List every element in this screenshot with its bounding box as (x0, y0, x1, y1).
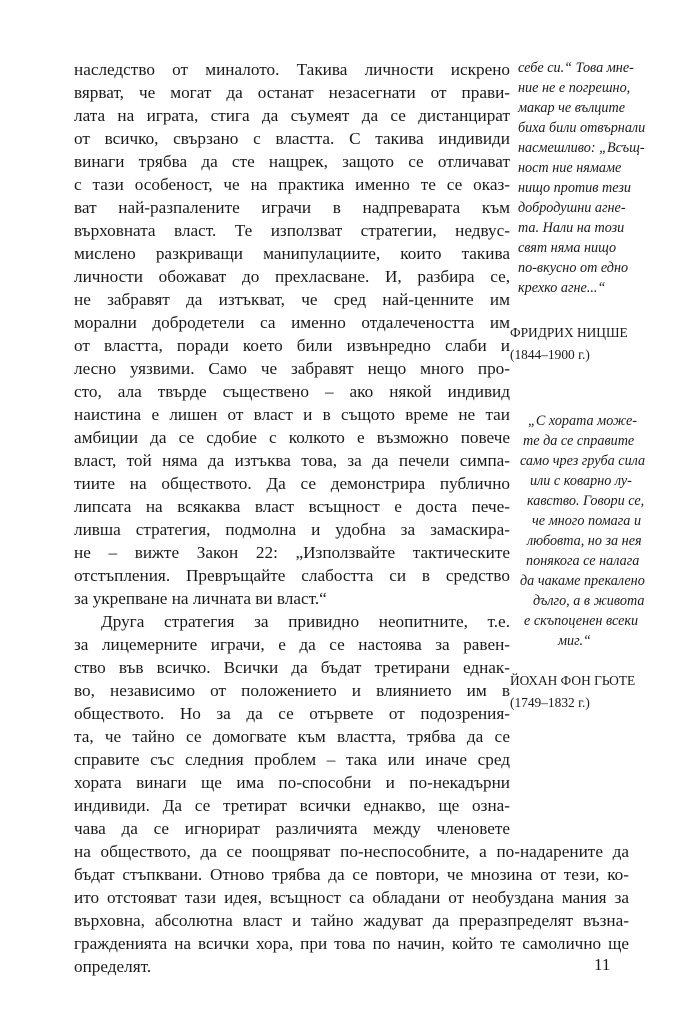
body-text-line: власт, той няма да изтъква това, за да печели симпа- (74, 451, 510, 470)
body-text-line: на обществото, да се поощряват по-неспособните, а по-надарените да (74, 842, 629, 861)
body-text-line: от всичко, свързано с властта. С такива индивиди (74, 129, 510, 148)
body-text-line: върховната власт. Те използват стратегии, недвус- (74, 221, 510, 240)
sidebar-quote-line: ност ние нямаме (518, 160, 622, 176)
body-text-line: ито отстояват тази идея, всъщност са обладани от необуздана мания за (74, 888, 629, 907)
body-text-line: морални добродетели са именно отдалечеността им (74, 313, 510, 332)
body-text-line: мислено разкриващи манипулациите, които такива (74, 244, 510, 263)
sidebar-quote-line: любовта, но за нея (527, 533, 642, 549)
body-text-line: от властта, поради което били извънредно слаби и (74, 336, 510, 355)
body-text-line: во, независимо от положението и влиянието им в (74, 681, 510, 700)
body-text-line: бъдат стъпквани. Отново трябва да се повтори, че мнозина от тези, ко- (74, 865, 629, 884)
sidebar-quote-line: нищо против тези (518, 180, 631, 196)
sidebar-quote-line: ние не е погрешно, (518, 80, 631, 96)
body-text-line: лата на играта, стига да съумеят да се дистанцират (74, 106, 510, 125)
body-text-line: наследство от миналото. Такива личности искрено (74, 60, 510, 79)
body-text-line: индивиди. Да се третират всички еднакво, ще озна- (74, 796, 510, 815)
body-text-line: определят. (74, 957, 152, 976)
body-text-line: лесно уязвими. Само че забравят нещо много про- (74, 359, 510, 378)
sidebar-quote-line: миг.“ (558, 633, 591, 649)
body-text-line: чава да се игнорират различията между членовете (74, 819, 510, 838)
quote-author-years: (1844–1900 г.) (510, 347, 590, 362)
body-text-line: хората винаги ще има по-способни и по-некадърни (74, 773, 510, 792)
body-text-line: ливша стратегия, подмолна и удобна за замаскира- (74, 520, 510, 539)
quote-author: ЙОХАН ФОН ГЬОТЕ (510, 673, 636, 688)
sidebar-quote-line: биха били отвърнали (518, 120, 646, 136)
sidebar-quote-line: та. Нали на този (518, 220, 625, 236)
body-text-line: личности обожават до прехласване. И, разбира се, (74, 267, 510, 286)
body-text-line: с тази особеност, че на практика именно те се оказ- (74, 175, 510, 194)
body-text-line: сто, ала твърде съществено – ако някой индивид (74, 382, 510, 401)
body-text-line: ват най-разпалените играчи в надпреварата към (74, 198, 510, 217)
sidebar-quote-line: понякога се налага (526, 553, 640, 569)
sidebar-quote-line: крехко агне...“ (518, 280, 606, 296)
body-text-line: не – вижте Закон 22: „Използвайте тактическите (74, 543, 510, 562)
sidebar-quote-line: те да се справите (523, 433, 635, 449)
body-text-line: липсата на всякаква власт всъщност е доста пече- (74, 497, 510, 516)
body-text-line: за лицемерните играчи, е да се настоява за равен- (74, 635, 510, 654)
quote-author: ФРИДРИХ НИЦШЕ (510, 325, 628, 340)
body-text-line: вярват, че могат да останат незасегнати от прави- (74, 83, 510, 102)
body-text-line: гражденията на всички хора, при това по начин, който те самолично ще (74, 934, 629, 953)
body-text-line: тиите на обществото. Да се демонстрира публично (74, 474, 510, 493)
page-number: 11 (594, 955, 611, 974)
body-text-line: върховна, абсолютна власт и тайно жадуват да преразпределят възна- (74, 911, 629, 930)
body-text-line: винаги трябва да сте нащрек, защото се отличават (74, 152, 510, 171)
sidebar-quote-line: дълго, а в живота (533, 593, 645, 609)
sidebar-quote-line: само чрез груба сила (520, 453, 646, 469)
sidebar-quote-line: „С хората може- (528, 413, 638, 429)
body-text-line: наистина е лишен от власт и в същото време не таи (74, 405, 510, 424)
sidebar-quote-line: кавство. Говори се, (527, 493, 645, 509)
sidebar-quote-line: себе си.“ Това мне- (518, 60, 634, 76)
body-text-line: за укрепване на личната ви власт.“ (74, 589, 327, 608)
body-text-line: не забравят да изтъкват, че сред най-ценните им (74, 290, 510, 309)
sidebar-quote-line: или с коварно лу- (530, 473, 632, 489)
sidebar-quote-line: добродушни агне- (518, 200, 626, 216)
body-text-line: справите със следния проблем – така или иначе сред (74, 750, 510, 769)
sidebar-quote-line: е скъпоценен всеки (524, 613, 639, 629)
sidebar-quote-line: насмешливо: „Всъщ- (518, 140, 645, 156)
body-text-line: отстъпления. Превръщайте слабостта си в средство (74, 566, 510, 585)
sidebar-quote-line: свят няма нищо (518, 240, 617, 256)
body-text-line: амбиции да се сдобие с колкото е възможно повече (74, 428, 510, 447)
sidebar-quote-line: да чакаме прекалено (520, 573, 645, 589)
sidebar-quote-line: макар че вълците (518, 100, 626, 116)
body-text-line: та, че тайно се домогвате към властта, трябва да се (74, 727, 510, 746)
quote-author-years: (1749–1832 г.) (510, 695, 590, 710)
body-text-line: ство във всичко. Всички да бъдат третирани еднак- (74, 658, 510, 677)
body-text-line: обществото. Но за да се отървете от подозрения- (74, 704, 510, 723)
sidebar-quote-line: по-вкусно от едно (518, 260, 629, 276)
body-text-line: Друга стратегия за привидно неопитните, т.е. (101, 612, 510, 631)
sidebar-quote-line: че много помага и (532, 513, 642, 529)
